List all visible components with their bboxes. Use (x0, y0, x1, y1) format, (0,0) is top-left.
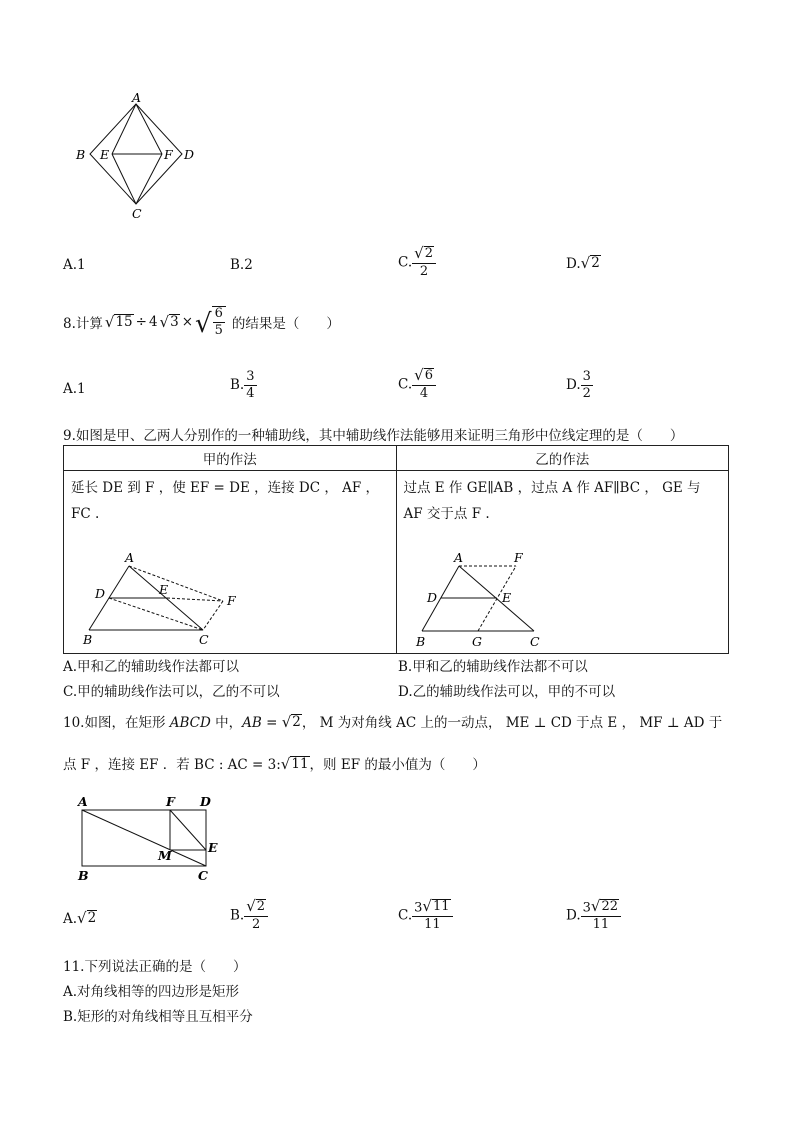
yi-label-b: B (415, 634, 425, 649)
q8-option-c[interactable]: C. √ 6 4 (398, 368, 436, 401)
label-d: D (184, 147, 195, 162)
q7-option-b[interactable]: B.2 (230, 257, 253, 273)
q10-label-m: M (158, 848, 172, 863)
jia-label-d: D (95, 586, 106, 601)
question-8-stem: 8.计算 √ 15 ÷ 4 √ 3 × √ $\frac{6}{5}$ 的结果是（ ） (63, 306, 340, 340)
jia-label-f: F (227, 593, 236, 608)
jia-label-a: A (125, 552, 135, 565)
q8-option-d[interactable]: D. $\frac{3}{2}$ (566, 369, 591, 401)
yi-label-a: A (453, 552, 463, 565)
jia-label-b: B (83, 632, 93, 647)
q10-label-a: A (78, 794, 88, 809)
figure-q7-rhombus (70, 92, 210, 222)
figure-jia (79, 552, 269, 648)
label-a: A (132, 92, 142, 105)
seg-af (129, 566, 223, 601)
q9-option-b[interactable]: B.甲和乙的辅助线作法都不可以 (398, 659, 588, 675)
yi-label-g: G (471, 634, 482, 649)
table-header-yi: 乙的作法 (396, 446, 729, 471)
segment-ef (170, 810, 206, 850)
yi-label-c: C (529, 634, 540, 649)
q11-option-b[interactable]: B.矩形的对角线相等且互相平分 (63, 1009, 253, 1025)
yi-description: 过点 E 作 GE∥AB ，过点 A 作 AF∥BC ， GE 与 (403, 480, 701, 496)
seg-dc (109, 598, 203, 630)
table-cell-jia (64, 471, 397, 654)
q10-label-d: D (200, 794, 211, 809)
q10-option-c[interactable]: C. 3 √ 11 11 (398, 899, 453, 932)
q10-option-b[interactable]: B. √ 2 2 (230, 899, 268, 932)
yi-label-e: E (501, 590, 511, 605)
yi-label-d: D (426, 590, 437, 605)
q10-label-c: C (198, 868, 208, 883)
table-header-jia: 甲的作法 (64, 446, 397, 471)
q11-option-a[interactable]: A.对角线相等的四边形是矩形 (63, 984, 240, 1000)
label-f: F (164, 147, 173, 162)
q7-option-d[interactable]: D. √ 2 (566, 253, 600, 272)
q9-option-a[interactable]: A.甲和乙的辅助线作法都可以 (63, 659, 240, 675)
segment-ce (112, 154, 136, 204)
q7-option-c[interactable]: C. √ 2 2 (398, 246, 436, 279)
label-b: B (76, 147, 86, 162)
q10-option-d[interactable]: D. 3 √ 22 11 (566, 899, 621, 932)
question-10-line-1: 10.如图，在矩形 ABCD 中，AB = √ 2 ， M 为对角线 AC 上的一动点， ME ⊥ CD 于点 E ， MF ⊥ AD 于 (63, 713, 723, 731)
q10-label-b: B (78, 868, 89, 883)
q10-label-f: F (166, 794, 175, 809)
segment-ae (112, 104, 136, 154)
question-9-table (63, 445, 729, 654)
question-10-line-2: 点 F ，连接 EF ．若 BC : AC = 3: √ 11 ，则 EF 的最小值为（ ） (63, 755, 486, 773)
q8-option-a[interactable]: A.1 (63, 381, 86, 397)
label-e: E (100, 147, 110, 162)
diagonal-ac (82, 810, 206, 866)
label-c: C (132, 206, 142, 221)
jia-description-2: FC . (71, 505, 100, 522)
seg-ef (167, 598, 223, 601)
segment-cf (136, 154, 162, 204)
table-cell-yi (396, 471, 729, 654)
question-9-stem: 9.如图是甲、乙两人分别作的一种辅助线，其中辅助线作法能够用来证明三角形中位线定理的是（ ） (63, 428, 684, 444)
q7-option-a[interactable]: A.1 (63, 257, 86, 273)
jia-label-e: E (159, 582, 169, 597)
figure-yi (414, 552, 584, 652)
q10-option-a[interactable]: A. √ 2 (63, 908, 97, 927)
jia-description: 延长 DE 到 F ，使 EF = DE ，连接 DC ， AF ， (71, 480, 380, 496)
q8-option-b[interactable]: B. $\frac{3}{4}$ (230, 369, 255, 401)
jia-label-c: C (199, 632, 209, 647)
q9-option-d[interactable]: D.乙的辅助线作法可以，甲的不可以 (398, 684, 616, 700)
yi-description-2: AF 交于点 F . (403, 505, 490, 522)
figure-q10-rectangle (72, 792, 232, 884)
seg-fc (203, 601, 223, 630)
question-11-stem: 11.下列说法正确的是（ ） (63, 959, 247, 975)
q9-option-c[interactable]: C.甲的辅助线作法可以，乙的不可以 (63, 684, 280, 700)
q10-label-e: E (208, 840, 218, 855)
yi-label-f: F (513, 552, 523, 565)
segment-af (136, 104, 162, 154)
